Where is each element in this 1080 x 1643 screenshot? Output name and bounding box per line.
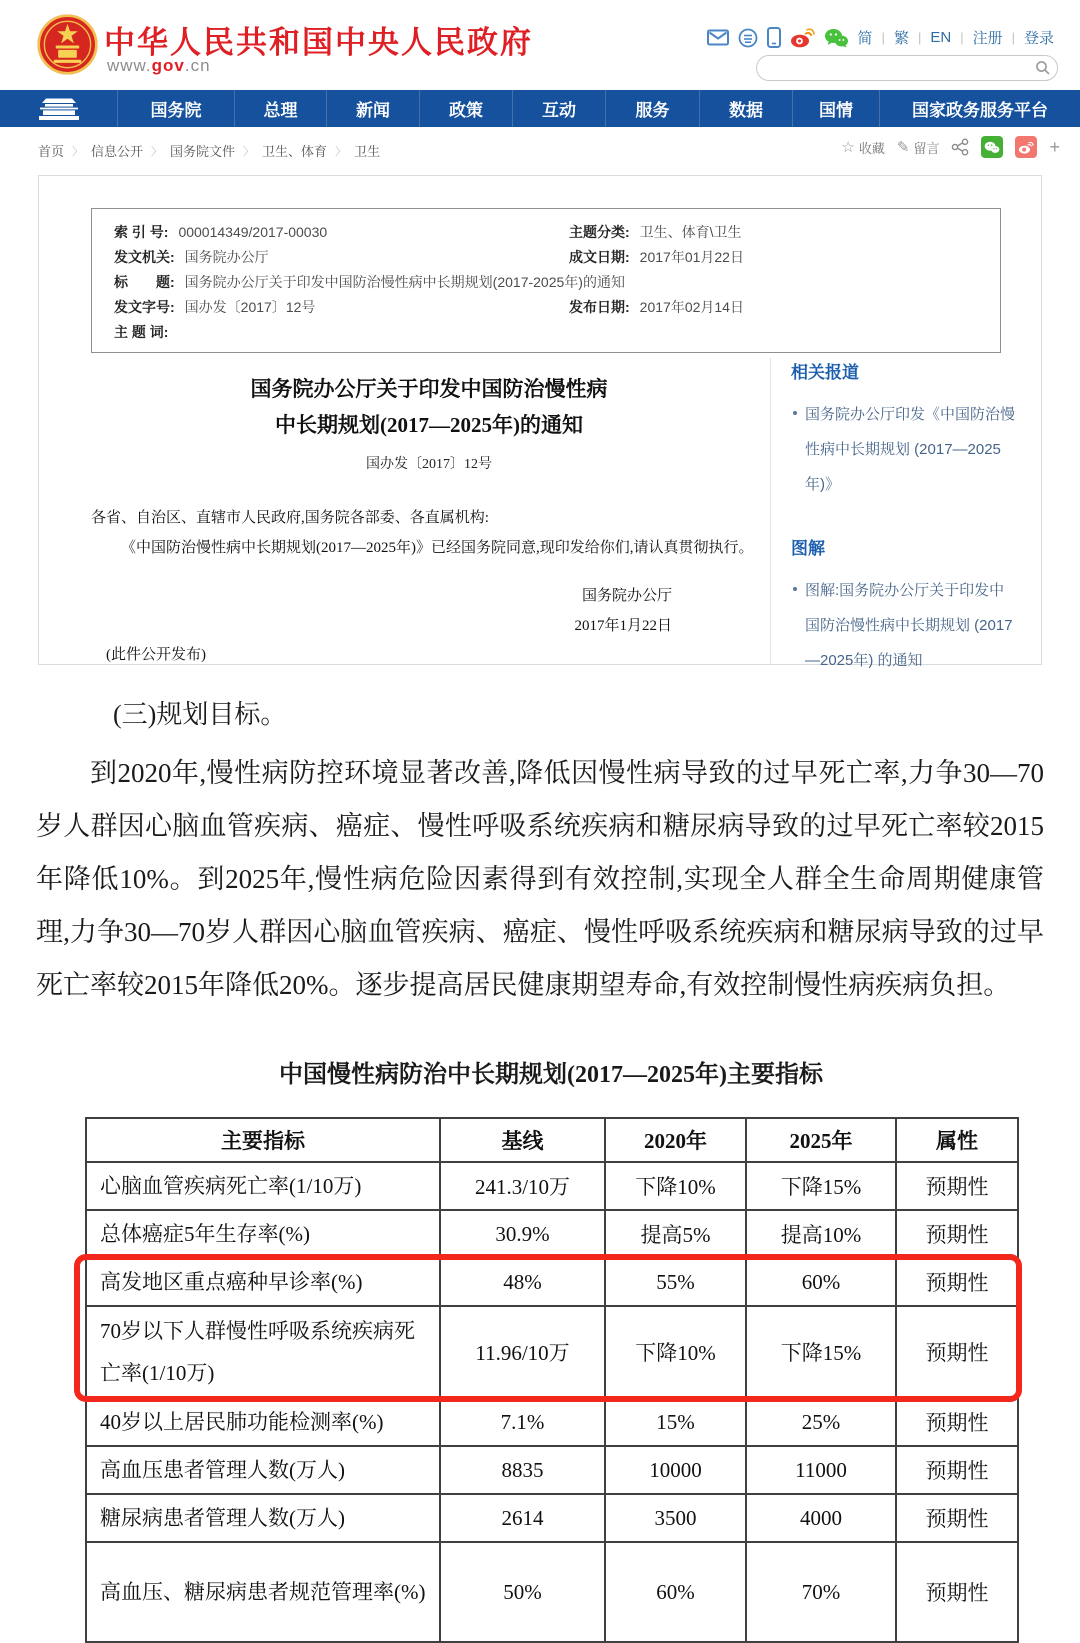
national-emblem-icon: [36, 13, 99, 76]
bullet-dot-icon: [793, 411, 797, 415]
meta-keyword-label: 主 题 词:: [114, 324, 169, 340]
sidebar-related-link[interactable]: 国务院办公厅印发《中国防治慢性病中长期规划 (2017—2025年)》: [805, 406, 1016, 493]
page-actions: [841, 136, 1060, 158]
crumb-health-sports[interactable]: 卫生、体育: [262, 144, 328, 159]
cell-2025: 60%: [746, 1258, 896, 1306]
site-header: [0, 0, 1080, 90]
document-meta-box: [91, 208, 1001, 353]
cell-baseline: 241.3/10万: [440, 1162, 605, 1210]
nav-item-national[interactable]: 国情: [793, 90, 880, 127]
cell-attribute: 预期性: [896, 1542, 1018, 1642]
crumb-home[interactable]: 首页: [38, 144, 65, 159]
url-www: www.: [107, 56, 152, 75]
cell-baseline: 7.1%: [440, 1398, 605, 1446]
favorite-button[interactable]: [841, 138, 884, 157]
cell-indicator: 40岁以上居民肺功能检测率(%): [86, 1398, 440, 1446]
site-url: [107, 56, 211, 76]
cell-indicator: 70岁以下人群慢性呼吸系统疾病死亡率(1/10万): [86, 1306, 440, 1398]
bullet-dot-icon: [793, 587, 797, 591]
pencil-icon: ✎: [896, 139, 910, 156]
col-header-baseline: 基线: [440, 1118, 605, 1162]
cell-attribute: 预期性: [896, 1494, 1018, 1542]
section-heading-goals: (三)规划目标。: [113, 700, 287, 729]
col-header-attribute: 属性: [896, 1118, 1018, 1162]
nav-item-policy[interactable]: 政策: [420, 90, 513, 127]
sidebar: [791, 358, 1019, 700]
share-weibo-icon[interactable]: [1015, 136, 1037, 158]
table-row: [86, 1542, 1018, 1642]
crumb-info-disclosure[interactable]: 信息公开: [91, 144, 144, 159]
cell-indicator: 糖尿病患者管理人数(万人): [86, 1494, 440, 1542]
meta-title-label: 标 题:: [114, 274, 175, 290]
main-nav: [0, 90, 1080, 127]
cell-indicator: 高发地区重点癌种早诊率(%): [86, 1258, 440, 1306]
cell-2025: 11000: [746, 1446, 896, 1494]
cell-indicator: 高血压、糖尿病患者规范管理率(%): [86, 1542, 440, 1642]
cell-indicator: 高血压患者管理人数(万人): [86, 1446, 440, 1494]
table-row: [86, 1494, 1018, 1542]
cell-2025: 25%: [746, 1398, 896, 1446]
crumb-separator: 〉: [243, 145, 255, 158]
crumb-separator: 〉: [72, 145, 84, 158]
breadcrumb: [38, 141, 380, 160]
meta-agency-value: 国务院办公厅: [184, 249, 269, 265]
nav-item-data[interactable]: 数据: [700, 90, 793, 127]
cell-2020: 提高5%: [605, 1210, 746, 1258]
col-header-2020: 2020年: [605, 1118, 746, 1162]
signature-agency: 国务院办公厅: [581, 588, 672, 604]
sidebar-graphic-heading[interactable]: 图解: [791, 539, 825, 558]
lang-english-link[interactable]: EN: [930, 29, 952, 46]
table-row: [86, 1446, 1018, 1494]
mobile-icon[interactable]: [767, 27, 781, 48]
meta-docnum-value: 国办发〔2017〕12号: [184, 299, 316, 315]
indicator-table-title: 中国慢性病防治中长期规划(2017—2025年)主要指标: [279, 1062, 823, 1088]
register-link[interactable]: 注册: [972, 30, 1003, 47]
cell-attribute: 预期性: [896, 1306, 1018, 1398]
public-release-note: (此件公开发布): [106, 647, 206, 663]
cell-attribute: 预期性: [896, 1258, 1018, 1306]
cell-baseline: 2614: [440, 1494, 605, 1542]
table-row: [86, 1258, 1018, 1306]
cell-2020: 60%: [605, 1542, 746, 1642]
url-gov: gov: [151, 56, 185, 75]
document-title: [91, 371, 767, 443]
sidebar-divider: [770, 358, 771, 664]
message-icon[interactable]: [738, 28, 758, 48]
comment-label: 留言: [913, 140, 940, 156]
nav-item-state-council[interactable]: 国务院: [118, 90, 235, 127]
wechat-icon[interactable]: [824, 28, 849, 48]
cell-2020: 55%: [605, 1258, 746, 1306]
meta-publish-date-value: 2017年02月14日: [639, 299, 744, 315]
cell-2020: 下降10%: [605, 1162, 746, 1210]
search-input[interactable]: [757, 57, 1029, 79]
share-icon[interactable]: [951, 138, 969, 156]
cell-indicator: 心脑血管疾病死亡率(1/10万): [86, 1162, 440, 1210]
meta-written-date-value: 2017年01月22日: [639, 249, 744, 265]
cell-indicator: 总体癌症5年生存率(%): [86, 1210, 440, 1258]
document-number: 国办发〔2017〕12号: [366, 457, 492, 472]
sidebar-related-heading[interactable]: 相关报道: [791, 363, 859, 382]
zoomed-document-section: [0, 668, 1080, 1643]
search-icon[interactable]: [1029, 56, 1057, 80]
goals-paragraph: 到2020年,慢性病防控环境显著改善,降低因慢性病导致的过早死亡率,力争30—70岁人群因心脑血管疾病、癌症、慢性呼吸系统疾病和糖尿病导致的过早死亡率较2015年降低10%。到2025年,慢性病危险因素得到有效控制,实现全人群全生命周期健康管理,力争30—70岁人群因心脑血管疾病、癌症、慢性呼吸系统疾病和糖尿病导致的过早死亡率较2015年降低20%。逐步提高居民健康期望寿命,有效控制慢性病疾病负担。: [36, 758, 1044, 1000]
cell-attribute: 预期性: [896, 1398, 1018, 1446]
crumb-state-council-docs[interactable]: 国务院文件: [170, 144, 236, 159]
cell-attribute: 预期性: [896, 1446, 1018, 1494]
table-row-highlighted: [86, 1306, 1018, 1398]
meta-docnum-label: 发文字号:: [114, 299, 175, 315]
cell-2020: 15%: [605, 1398, 746, 1446]
document-paragraph-body: 《中国防治慢性病中长期规划(2017—2025年)》已经国务院同意,现印发给你们,请认真贯彻执行。: [121, 540, 754, 556]
meta-index-value: 000014349/2017-00030: [178, 224, 328, 240]
cell-2025: 70%: [746, 1542, 896, 1642]
home-gate-icon[interactable]: [0, 90, 118, 127]
weibo-icon[interactable]: [790, 27, 815, 48]
comment-button[interactable]: [897, 138, 940, 157]
document-box: [38, 175, 1042, 669]
cell-2025: 4000: [746, 1494, 896, 1542]
top-links: [707, 27, 1054, 48]
breadcrumb-bar: [0, 127, 1080, 170]
signature-date: 2017年1月22日: [574, 618, 672, 634]
table-row-highlighted: [86, 1398, 1018, 1446]
cell-2025: 下降15%: [746, 1162, 896, 1210]
crumb-health[interactable]: 卫生: [354, 144, 381, 159]
table-row: [86, 1210, 1018, 1258]
cell-2020: 10000: [605, 1446, 746, 1494]
document-paragraph-salutation: 各省、自治区、直辖市人民政府,国务院各部委、各直属机构:: [91, 510, 489, 526]
nav-item-news[interactable]: 新闻: [327, 90, 420, 127]
cell-2025: 提高10%: [746, 1210, 896, 1258]
crumb-separator: 〉: [151, 145, 163, 158]
table-header-row: [86, 1118, 1018, 1162]
cell-2020: 下降10%: [605, 1306, 746, 1398]
table-row: [86, 1162, 1018, 1210]
site-title: 中华人民共和国中央人民政府: [104, 25, 533, 60]
cell-baseline: 8835: [440, 1446, 605, 1494]
star-icon: ☆: [841, 139, 855, 156]
document-title-line2: 中长期规划(2017—2025年)的通知: [275, 413, 583, 437]
col-header-indicator: 主要指标: [86, 1118, 440, 1162]
favorite-label: 收藏: [858, 140, 885, 156]
share-wechat-icon[interactable]: [981, 136, 1003, 158]
cell-baseline: 30.9%: [440, 1210, 605, 1258]
meta-title-value: 国务院办公厅关于印发中国防治慢性病中长期规划(2017-2025年)的通知: [184, 274, 625, 290]
indicator-table: [85, 1117, 1019, 1643]
meta-topic-label: 主题分类:: [569, 224, 630, 240]
crumb-separator: 〉: [335, 145, 347, 158]
separator: |: [960, 30, 964, 45]
nav-item-services[interactable]: 服务: [606, 90, 700, 127]
cell-baseline: 48%: [440, 1258, 605, 1306]
meta-index-label: 索 引 号:: [114, 224, 169, 240]
col-header-2025: 2025年: [746, 1118, 896, 1162]
mail-icon[interactable]: [707, 29, 729, 46]
lang-simplified-link[interactable]: 简: [857, 30, 873, 47]
cell-attribute: 预期性: [896, 1162, 1018, 1210]
cell-2020: 3500: [605, 1494, 746, 1542]
url-cn: .cn: [184, 56, 211, 75]
document-main: [91, 371, 767, 664]
cell-baseline: 11.96/10万: [440, 1306, 605, 1398]
cell-baseline: 50%: [440, 1542, 605, 1642]
sidebar-related-item[interactable]: [791, 397, 1019, 502]
meta-agency-label: 发文机关:: [114, 249, 175, 265]
more-share-button[interactable]: +: [1049, 136, 1060, 157]
login-link[interactable]: 登录: [1023, 30, 1054, 47]
sidebar-graphic-link[interactable]: 图解:国务院办公厅关于印发中国防治慢性病中长期规划 (2017—2025年) 的通知: [805, 582, 1013, 669]
nav-item-interact[interactable]: 互动: [513, 90, 606, 127]
document-title-line1: 国务院办公厅关于印发中国防治慢性病: [250, 377, 608, 401]
nav-item-premier[interactable]: 总理: [235, 90, 327, 127]
nav-item-gov-service-platform[interactable]: 国家政务服务平台: [912, 101, 1048, 120]
lang-traditional-link[interactable]: 繁: [893, 30, 909, 47]
meta-publish-date-label: 发布日期:: [569, 299, 630, 315]
separator: |: [917, 30, 922, 45]
meta-topic-value: 卫生、体育\卫生: [639, 224, 742, 240]
meta-written-date-label: 成文日期:: [569, 249, 630, 265]
sidebar-graphic-item[interactable]: [791, 573, 1019, 678]
search-bar: [756, 55, 1058, 81]
cell-2025: 下降15%: [746, 1306, 896, 1398]
separator: |: [1011, 30, 1015, 45]
separator: |: [881, 30, 885, 45]
cell-attribute: 预期性: [896, 1210, 1018, 1258]
